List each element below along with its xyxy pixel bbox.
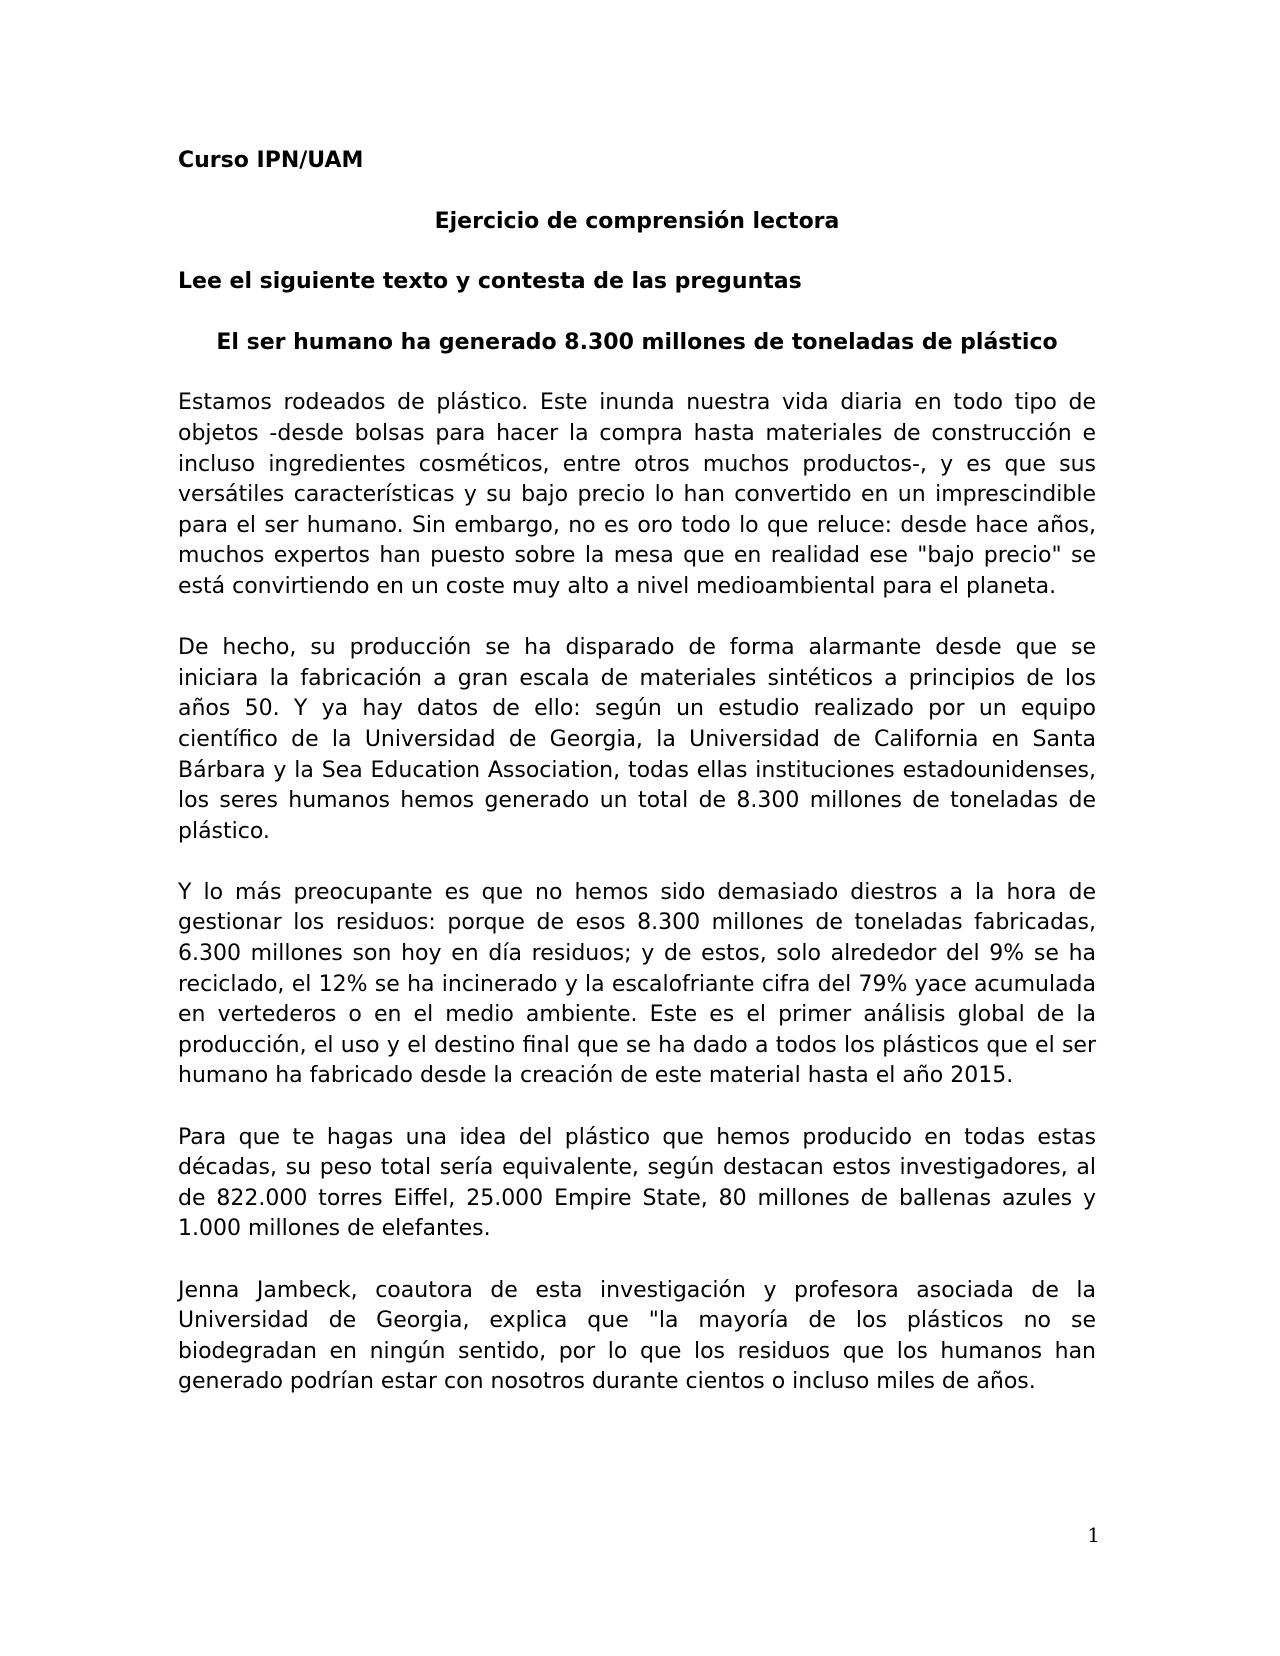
document-body	[178, 146, 1096, 1429]
exercise-title: Ejercicio de comprensión lectora	[434, 208, 840, 234]
paragraph-4: Para que te hagas una idea del plástico que hemos producido en todas estas décadas, su peso total sería equivalente, según destacan estos investigadores, al de 822.000 torres Eiffel, 25.000 Empire State, 80 millones de ballenas azules y 1.000 millones de elefantes.	[178, 1124, 1096, 1242]
page-number: 1	[1087, 1523, 1100, 1547]
article-title: El ser humano ha generado 8.300 millones de toneladas de plástico	[216, 329, 1058, 355]
course-name: Curso IPN/UAM	[178, 148, 364, 173]
instructions: Lee el siguiente texto y contesta de las preguntas	[178, 269, 802, 295]
paragraph-5: Jenna Jambeck, coautora de esta investigación y profesora asociada de la Universidad de Georgia, explica que "la mayoría de los plásticos no se biodegradan en ningún sentido, por lo que los residuos que los humanos han generado podrían estar con nosotros durante cientos o incluso miles de años.	[178, 1277, 1096, 1395]
paragraph-2: De hecho, su producción se ha disparado de forma alarmante desde que se iniciara la fabricación a gran escala de materiales sintéticos a principios de los años 50. Y ya hay datos de ello: según un estudio realizado por un equipo científico de la Universidad de Georgia, la Universidad de California en Santa Bárbara y la Sea Education Association, todas ellas instituciones estadounidenses, los seres humanos hemos generado un total de 8.300 millones de toneladas de plástico.	[178, 635, 1096, 844]
paragraph-3: Y lo más preocupante es que no hemos sido demasiado diestros a la hora de gestionar los residuos: porque de esos 8.300 millones de toneladas fabricadas, 6.300 millones son hoy en día residuos; y de estos, solo alrededor del 9% se ha reciclado, el 12% se ha incinerado y la escalofriante cifra del 79% yace acumulada en vertederos o en el medio ambiente. Este es el primer análisis global de la producción, el uso y el destino final que se ha dado a todos los plásticos que el ser humano ha fabricado desde la creación de este material hasta el año 2015.	[178, 879, 1096, 1089]
paragraph-1: Estamos rodeados de plástico. Este inunda nuestra vida diaria en todo tipo de objetos -desde bolsas para hacer la compra hasta materiales de construcción e incluso ingredientes cosméticos, entre otros muchos productos-, y es que sus versátiles características y su bajo precio lo han convertido en un imprescindible para el ser humano. Sin embargo, no es oro todo lo que reluce: desde hace años, muchos expertos han puesto sobre la mesa que en realidad ese "bajo precio" se está convirtiendo en un coste muy alto a nivel medioambiental para el planeta.	[178, 390, 1096, 599]
